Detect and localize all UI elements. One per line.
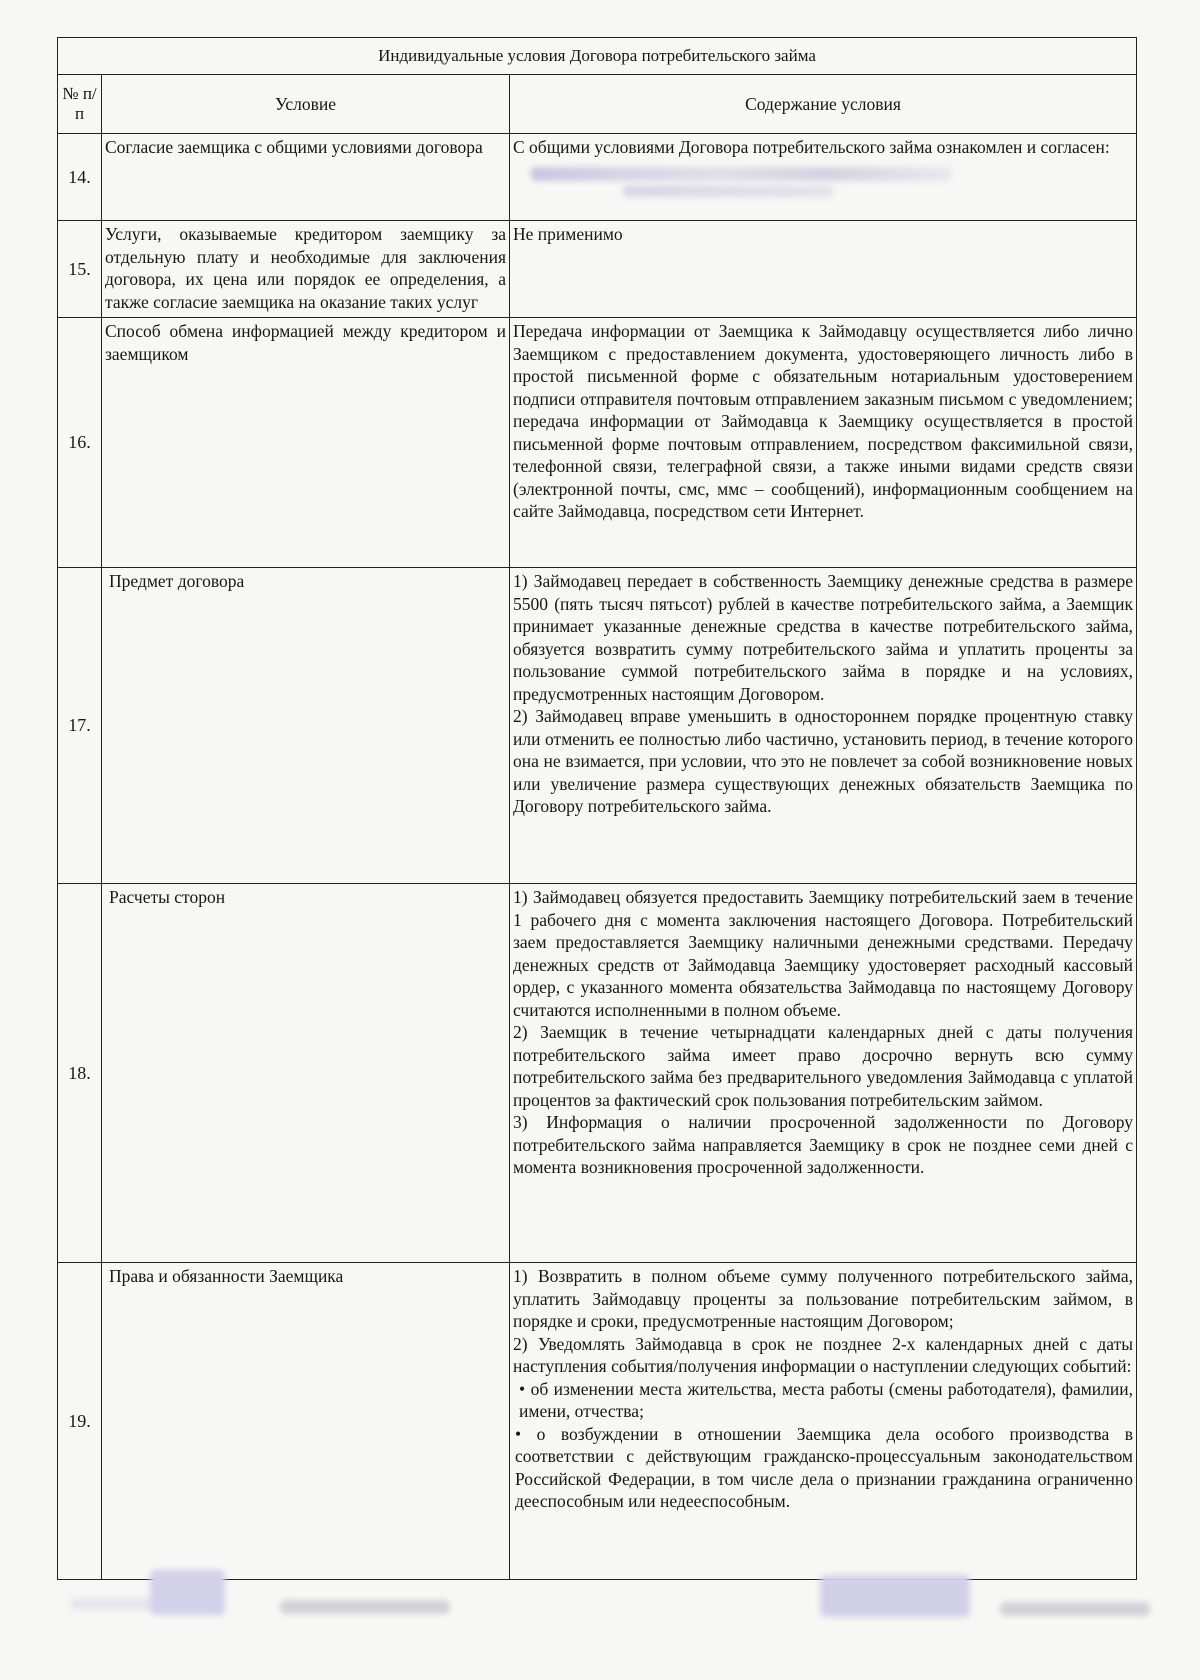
row-number: 17. <box>58 568 102 884</box>
table-title: Индивидуальные условия Договора потребительского займа <box>58 38 1137 75</box>
redacted-signature-right <box>820 1575 970 1617</box>
redacted-signature-left <box>150 1570 225 1615</box>
row-content: 1) Займодавец передает в собственность Заемщику денежные средства в размере 5500 (пять тысяч пятьсот) рублей в качестве потребительского займа, а Заемщик принимает указанные денежные средства в качестве потребительского займа, обязуется возвратить сумму потребительского займа и уплатить проценты за пользование суммой потребительского займа в порядке и на условиях, предусмотренных настоящим Договором. 2) Займодавец вправе уменьшить в одностороннем порядке процентную ставку или отменить ее полностью либо частично, установить период, в течение которого она не взимается, при условии, что это не повлечет за собой возникновение новых или увеличение размера существующих денежных обязательств Заемщика по Договору потребительского займа. <box>510 568 1137 884</box>
table-row <box>58 568 1137 884</box>
row-content: С общими условиями Договора потребительского займа ознакомлен и согласен: <box>510 134 1137 221</box>
redacted-signature-text <box>623 185 833 197</box>
row-number: 16. <box>58 318 102 568</box>
redacted-signature-right <box>1000 1602 1150 1616</box>
row-condition: Услуги, оказываемые кредитором заемщику за отдельную плату и необходимые для заключения договора, их цена или порядок ее определения, а также согласие заемщика на оказание таких услуг <box>102 221 510 318</box>
row-condition: Права и обязанности Заемщика <box>102 1263 510 1580</box>
header-condition: Условие <box>102 75 510 134</box>
row-content: Передача информации от Заемщика к Займодавцу осуществляется либо лично Заемщиком с предоставлением документа, удостоверяющего личность либо в простой письменной форме с обязательным нотариальным удостоверением подписи отправителя почтовым отправлением заказным письмом с уведомлением; передача информации от Займодавца к Заемщику осуществляется в простой письменной форме почтовым отправлением, посредством факсимильной связи, телефонной связи, телеграфной связи, а также иными видами средств связи (электронной почты, смс, ммс – сообщений), информационным сообщением на сайте Займодавца, посредством сети Интернет. <box>510 318 1137 568</box>
redacted-signature-text <box>531 167 951 181</box>
redacted-signature-left <box>280 1600 450 1614</box>
row-condition: Согласие заемщика с общими условиями договора <box>102 134 510 221</box>
table-row <box>58 884 1137 1263</box>
table-row <box>58 221 1137 318</box>
table-row <box>58 318 1137 568</box>
row-number: 18. <box>58 884 102 1263</box>
redacted-signature-left <box>70 1598 155 1610</box>
row-content: 1) Займодавец обязуется предоставить Заемщику потребительский заем в течение 1 рабочего дня с момента заключения настоящего Договора. Потребительский заем предоставляется Заемщику наличными денежными средствами. Передачу денежных средств от Займодавца Заемщику удостоверяет расходный кассовый ордер, с указанного момента обязательства Займодавца по настоящему Договору считаются исполненными в полном объеме. 2) Заемщик в течение четырнадцати календарных дней с даты получения потребительского займа имеет право досрочно вернуть всю сумму потребительского займа без предварительного уведомления Займодавца с уплатой процентов за фактический срок пользования потребительским займом. 3) Информация о наличии просроченной задолженности по Договору потребительского займа направляется Заемщику в срок не позднее семи дней с момента возникновения просроченной задолженности. <box>510 884 1137 1263</box>
table-row <box>58 1263 1137 1580</box>
row-number: 14. <box>58 134 102 221</box>
row-condition: Расчеты сторон <box>102 884 510 1263</box>
row-number: 19. <box>58 1263 102 1580</box>
header-num: № п/п <box>58 75 102 134</box>
conditions-table <box>57 37 1137 1580</box>
row-condition: Способ обмена информацией между кредитором и заемщиком <box>102 318 510 568</box>
row-condition: Предмет договора <box>102 568 510 884</box>
row-number: 15. <box>58 221 102 318</box>
table-row <box>58 134 1137 221</box>
table-header-row <box>58 75 1137 134</box>
header-content: Содержание условия <box>510 75 1137 134</box>
row-content: Не применимо <box>510 221 1137 318</box>
row-content: 1) Возвратить в полном объеме сумму полученного потребительского займа, уплатить Займодавцу проценты за пользование потребительским займом, в порядке и сроки, предусмотренные настоящим Договором; 2) Уведомлять Займодавца в срок не позднее 2-х календарных дней с даты наступления события/получения информации о наступлении следующих событий: • об изменении места жительства, места работы (смены работодателя), фамилии, имени, отчества; • о возбуждении в отношении Заемщика дела особого производства в соответствии с действующим гражданско-процессуальным законодательством Российской Федерации, в том числе дела о признании гражданина ограниченно дееспособным или недееспособным. <box>510 1263 1137 1580</box>
